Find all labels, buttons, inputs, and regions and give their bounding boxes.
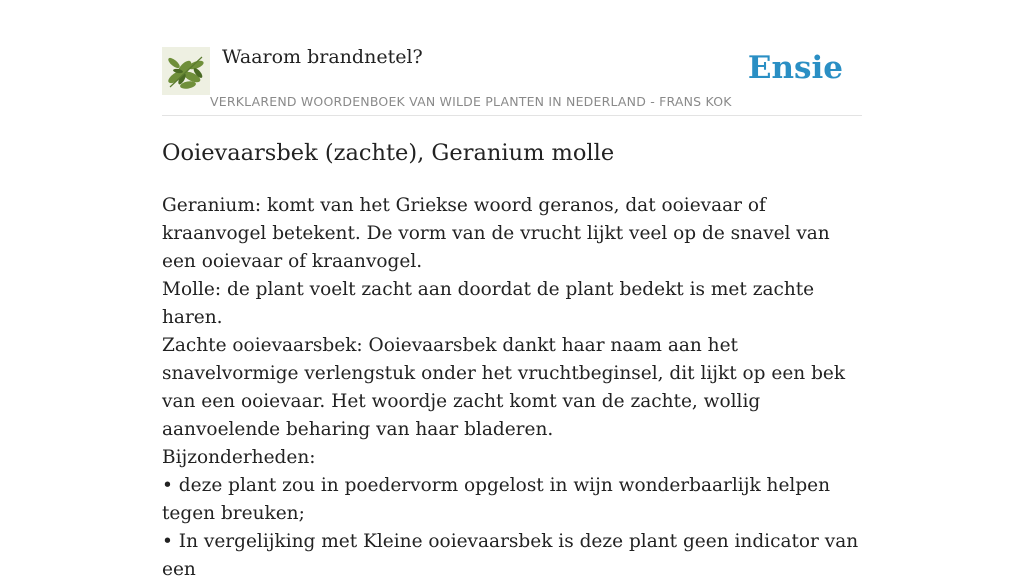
entry-paragraph: Geranium: komt van het Griekse woord geranos, dat ooievaar of kraanvogel betekent. De vorm van de vrucht lijkt veel op de snavel van een ooievaar of kraanvogel. (162, 195, 830, 272)
entry-bullet: • deze plant zou in poedervorm opgelost in wijn wonderbaarlijk helpen tegen breuken; (162, 475, 831, 524)
header (162, 44, 862, 116)
entry-bullet: • In vergelijking met Kleine ooievaarsbek is deze plant geen indicator van een (162, 531, 859, 580)
entry-paragraph: Zachte ooievaarsbek: Ooievaarsbek dankt haar naam aan het snavelvormige verlengstuk onder het vruchtbeginsel, dit lijkt op een bek van een ooievaar. Het woordje zacht komt van de zachte, wollig aanvoelende beharing van haar bladeren. (162, 335, 846, 440)
avatar[interactable] (162, 47, 210, 95)
entry-body (162, 192, 862, 584)
brand-logo[interactable]: Ensie (747, 50, 843, 86)
fern-leaf-icon (162, 47, 210, 95)
entry-title: Ooievaarsbek (zachte), Geranium molle (162, 140, 615, 166)
entry-paragraph: Bijzonderheden: (162, 447, 316, 468)
series-subtitle[interactable]: VERKLAREND WOORDENBOEK VAN WILDE PLANTEN IN NEDERLAND - FRANS KOK (210, 94, 732, 109)
series-title[interactable]: Waarom brandnetel? (222, 46, 423, 68)
entry-paragraph: Molle: de plant voelt zacht aan doordat de plant bedekt is met zachte haren. (162, 279, 815, 328)
